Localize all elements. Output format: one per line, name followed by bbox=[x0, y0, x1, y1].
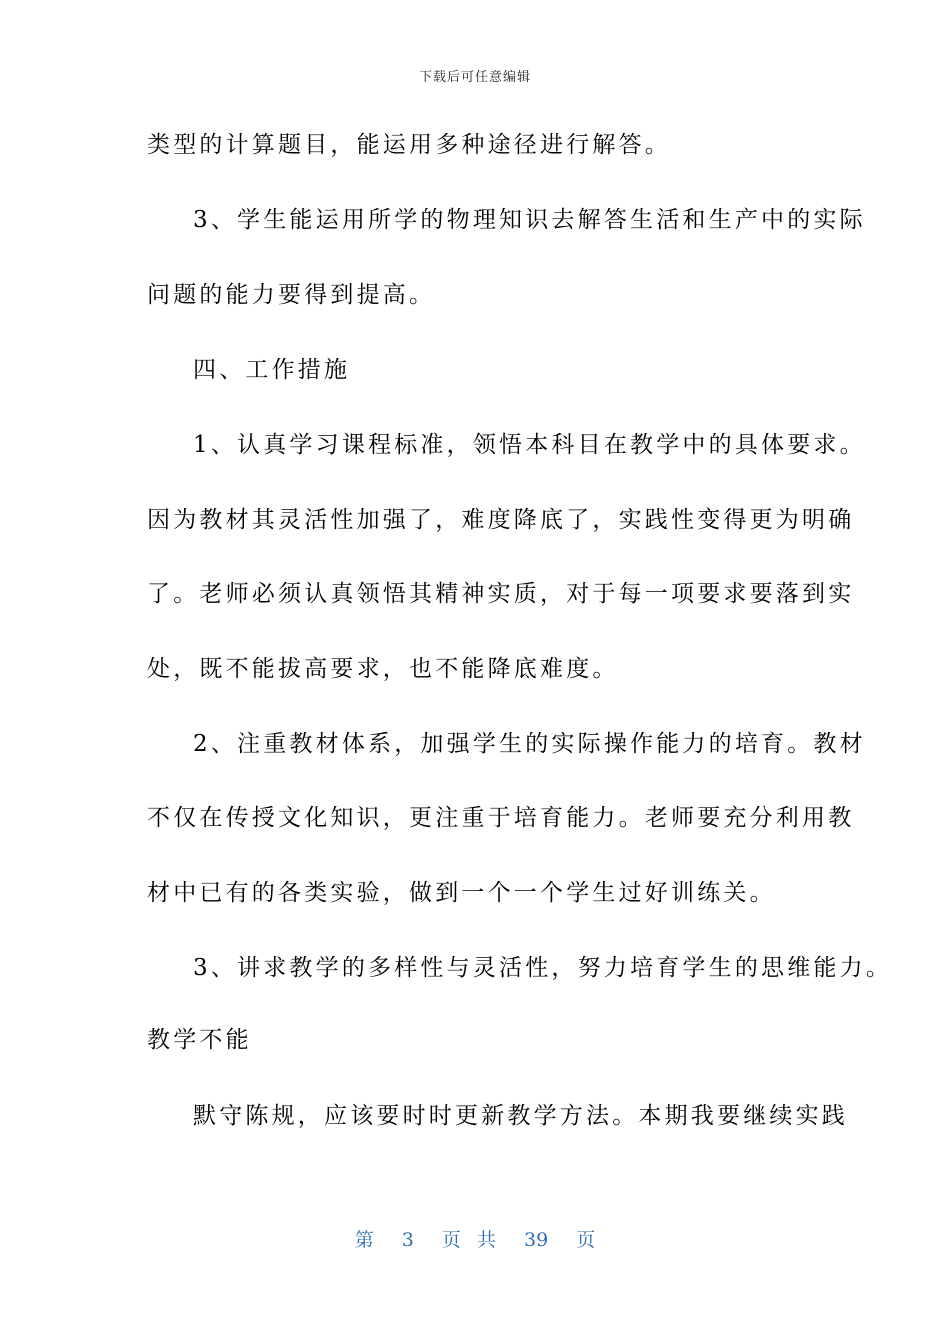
body-line: 2、注重教材体系，加强学生的实际操作能力的培育。教材 bbox=[193, 731, 866, 757]
header-note: 下载后可任意编辑 bbox=[418, 70, 531, 85]
page-footer bbox=[0, 1225, 950, 1252]
body-line: 教学不能 bbox=[147, 1027, 252, 1053]
body-line: 了。老师必须认真领悟其精神实质，对于每一项要求要落到实 bbox=[147, 581, 855, 607]
body-line: 不仅在传授文化知识，更注重于培育能力。老师要充分利用教 bbox=[147, 805, 855, 831]
page-number: 3 bbox=[401, 1229, 414, 1251]
footer-prefix: 第 bbox=[354, 1229, 374, 1251]
body-line: 材中已有的各类实验，做到一个一个学生过好训练关。 bbox=[147, 880, 776, 906]
body-line: 3、讲求教学的多样性与灵活性，努力培育学生的思维能力。 bbox=[193, 955, 893, 981]
footer-suffix: 页 bbox=[576, 1229, 596, 1251]
body-line: 问题的能力要得到提高。 bbox=[147, 282, 436, 308]
footer-mid: 页 共 bbox=[441, 1229, 496, 1251]
section-heading: 四、工作措施 bbox=[193, 357, 351, 383]
body-line: 默守陈规，应该要时时更新教学方法。本期我要继续实践 bbox=[193, 1103, 848, 1129]
page-total: 39 bbox=[524, 1229, 549, 1251]
body-line: 处，既不能拔高要求，也不能降底难度。 bbox=[147, 656, 619, 682]
body-line: 3、学生能运用所学的物理知识去解答生活和生产中的实际 bbox=[193, 207, 866, 233]
body-line: 因为教材其灵活性加强了，难度降底了，实践性变得更为明确 bbox=[147, 507, 855, 533]
body-line: 类型的计算题目，能运用多种途径进行解答。 bbox=[147, 132, 671, 158]
body-line: 1、认真学习课程标准，领悟本科目在教学中的具体要求。 bbox=[193, 432, 866, 458]
